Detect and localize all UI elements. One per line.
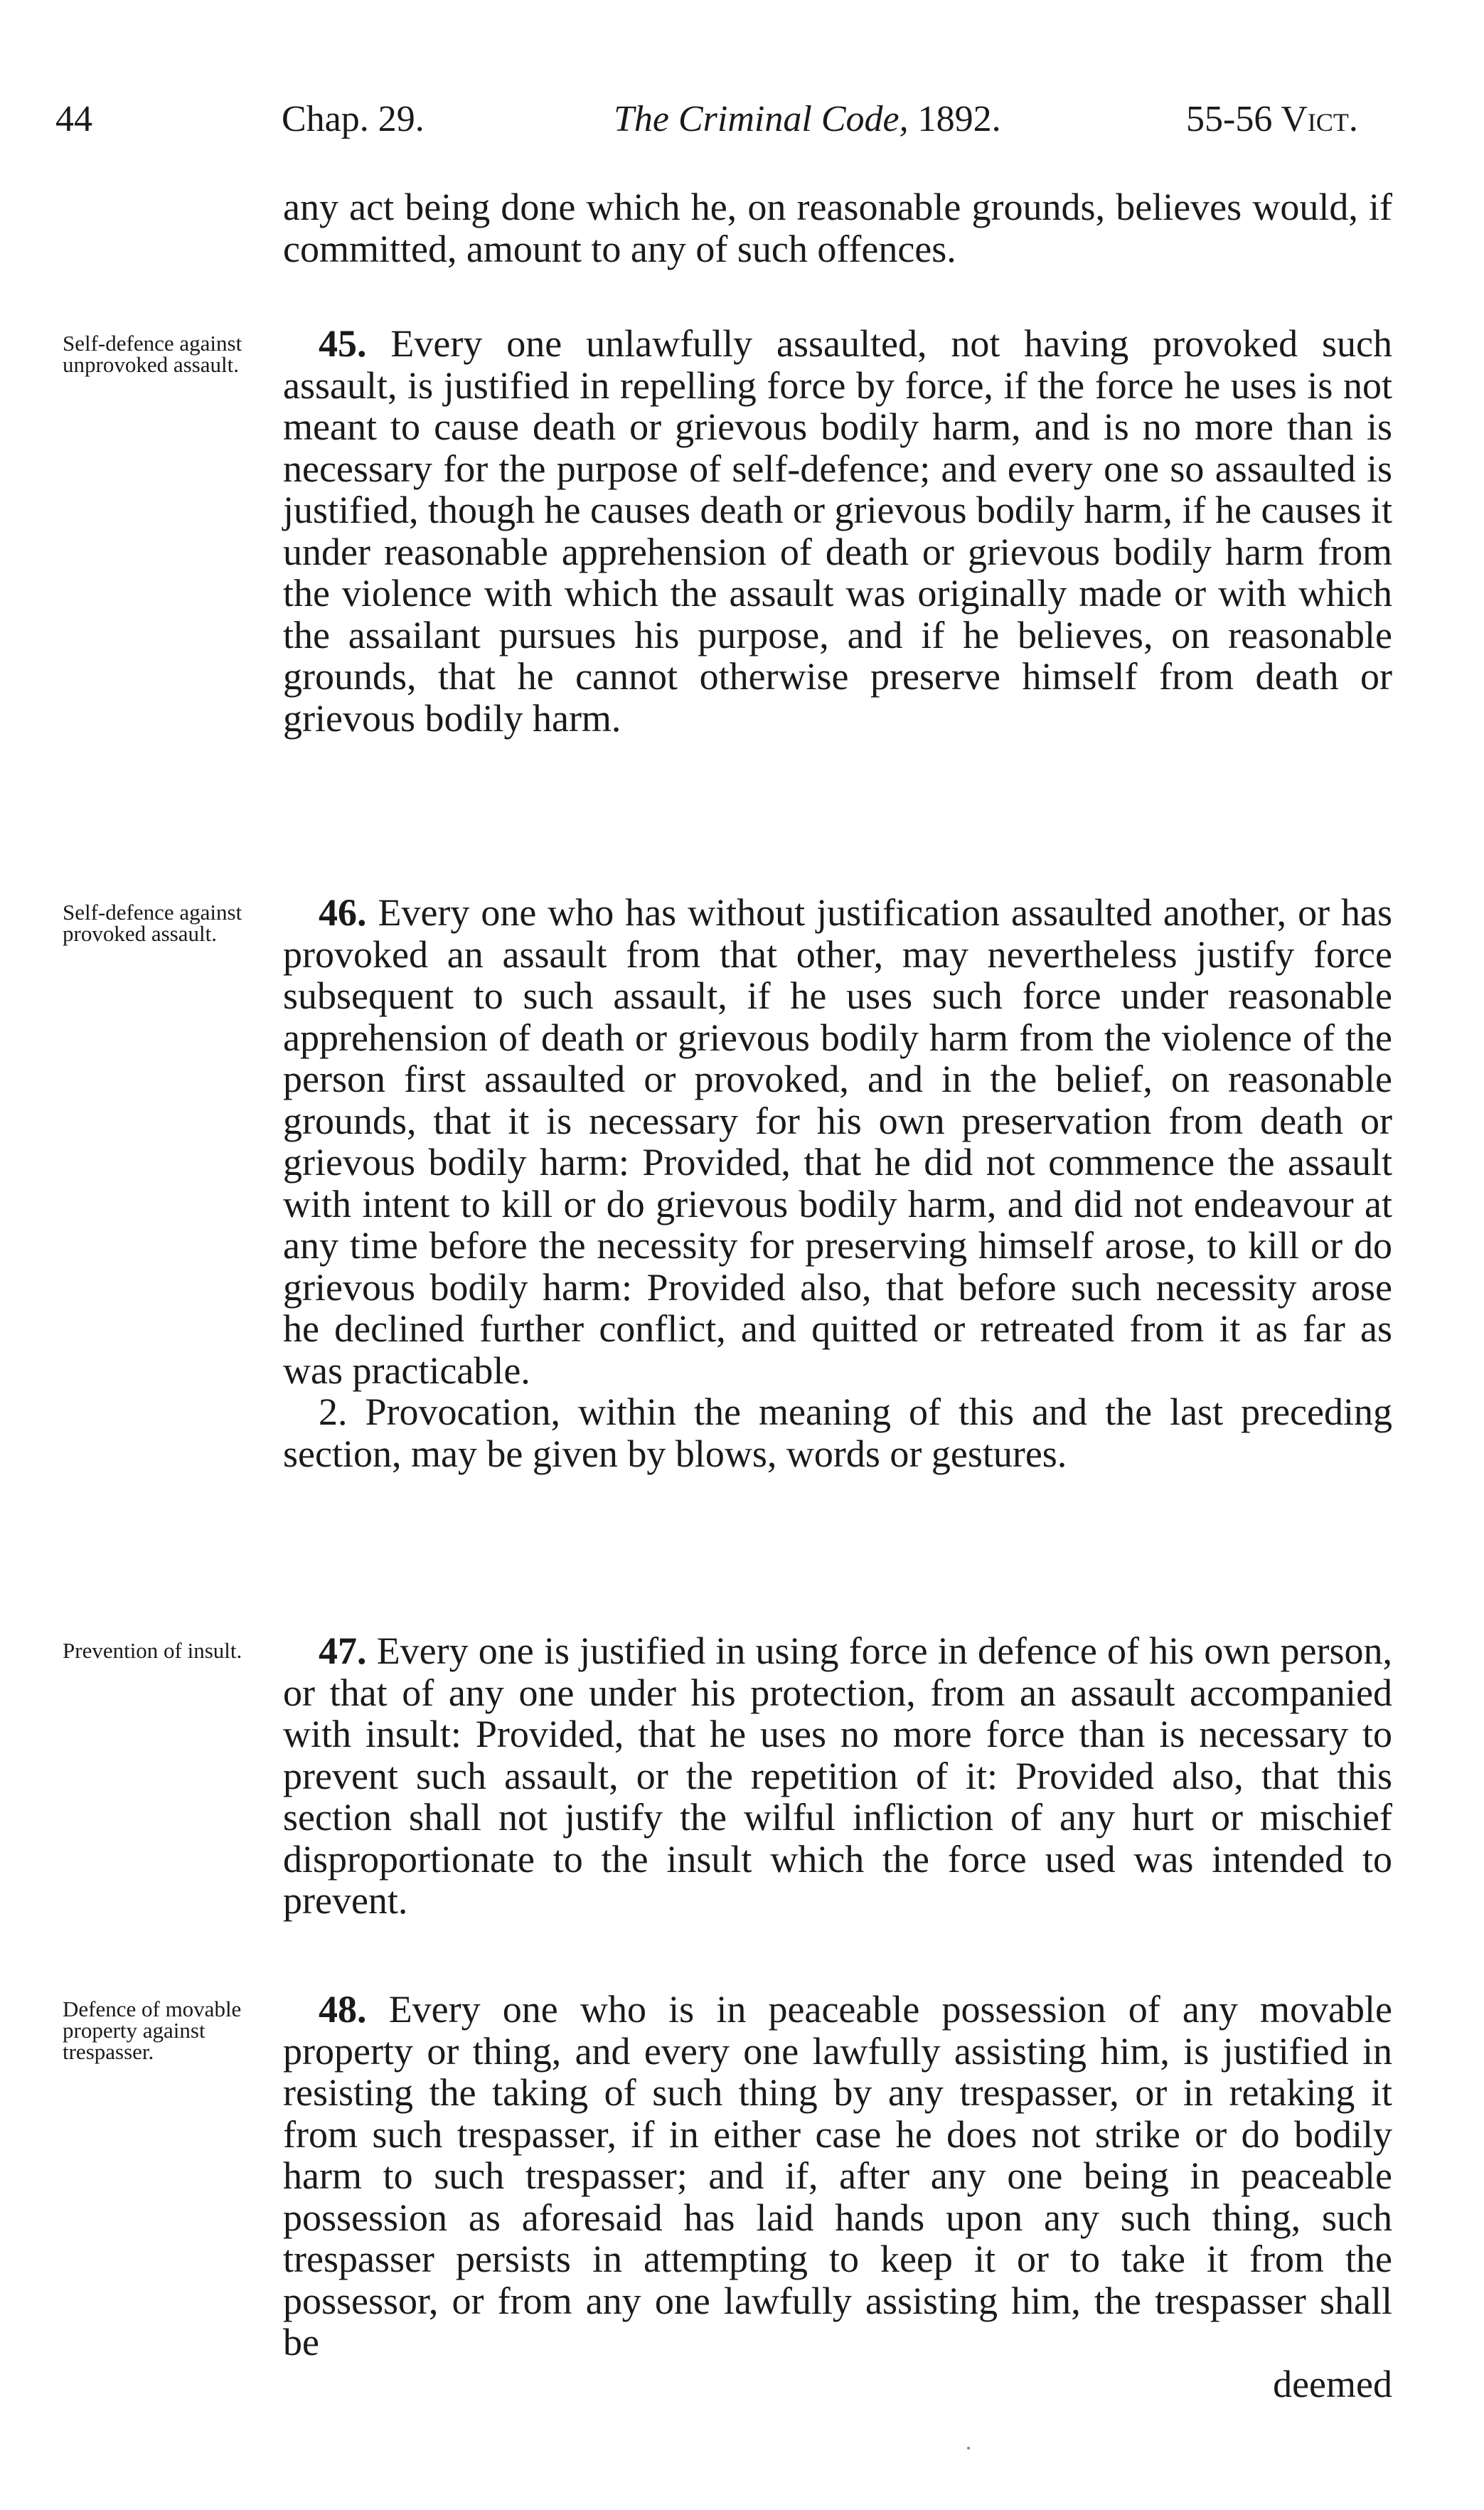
margin-note-46: Self-defence against provoked assault. [63,900,242,946]
section-45-paragraph [283,323,1392,739]
margin-note-47: Prevention of insult. [63,1638,242,1663]
print-speck [967,2447,970,2450]
section-text: Every one who is in peaceable possession of any movable property or thing, and every one lawfully assisting him, is justified in resisting the taking of such thing by any trespasser, or in retaking it from such trespasser, if in either case he does not strike or do bodily harm to such trespasser; and if, after any one being in peaceable possession as aforesaid has laid hands upon any such thing, such trespasser persists in attempting to keep it or to take it from the possessor, or from any one lawfully assisting him, the trespasser shall be [283,1988,1392,2363]
section-46-paragraph [283,892,1392,1391]
page-number: 44 [55,99,92,139]
margin-note-48: Defence of movable property against trespasser. [63,1996,242,2064]
regnal-year: 55-56 Vict. [1186,99,1358,139]
section-47-paragraph [283,1630,1392,1922]
section-number: 45. [319,322,367,365]
subsection-2: 2. Provocation, within the meaning of this and the last preceding section, may be given by blows, words or gestures. [283,1390,1392,1475]
margin-note-45: Self-defence against unprovoked assault. [63,331,242,377]
chapter-label: Chap. 29. [282,99,425,139]
code-title-italic: The Criminal Code, [614,99,909,139]
code-year: 1892. [917,99,1001,139]
intro-text: any act being done which he, on reasonable grounds, believes would, if committed, amount to any of such offences. [283,186,1392,270]
section-48 [283,1989,1392,2405]
section-46 [283,892,1392,1474]
section-45 [283,323,1392,739]
intro-paragraph [283,186,1392,270]
section-number: 48. [319,1988,367,2031]
catchword: deemed [1273,2362,1392,2405]
section-text: Every one who has without justification assaulted another, or has provoked an assault from that other, may nevertheless justify force subsequent to such assault, if he uses such force under reasonable apprehension of death or grievous bodily harm from the violence of the person first assaulted or provoked, and in the belief, on reasonable grounds, that it is necessary for his own preservation from death or grievous bodily harm: Provided, that he did not commence the assault with intent to kill or do grievous bodily harm, and did not endeavour at any time before the necessity for preserving himself arose, to kill or do grievous bodily harm: Provided also, that before such necessity arose he declined further conflict, and quitted or retreated from it as far as was practicable. [283,891,1392,1392]
running-header [55,98,1417,162]
section-text: Every one is justified in using force in defence of his own person, or that of any one under his protection, from an assault accompanied with insult: Provided, that he uses no more force than is necessary to prevent such assault, or the repetition of it: Provided also, that this section shall not justify the wilful infliction of any hurt or mischief disproportionate to the insult which the force used was intended to prevent. [283,1629,1393,1922]
section-47 [283,1630,1392,1922]
section-text: Every one unlawfully assaulted, not having provoked such assault, is justified in repelling force by force, if the force he uses is not meant to cause death or grievous bodily harm, and is no more than is necessary for the purpose of self-defence; and every one so assaulted is justified, though he causes death or grievous bodily harm, if he causes it under reasonable apprehension of death or grievous bodily harm from the violence with which the assault was originally made or with which the assailant pursues his purpose, and if he believes, on reasonable grounds, that he cannot otherwise preserve himself from death or grievous bodily harm. [283,322,1392,740]
section-number: 46. [319,891,367,934]
code-title [614,98,1001,140]
section-48-paragraph [283,1989,1392,2363]
section-number: 47. [319,1629,367,1672]
